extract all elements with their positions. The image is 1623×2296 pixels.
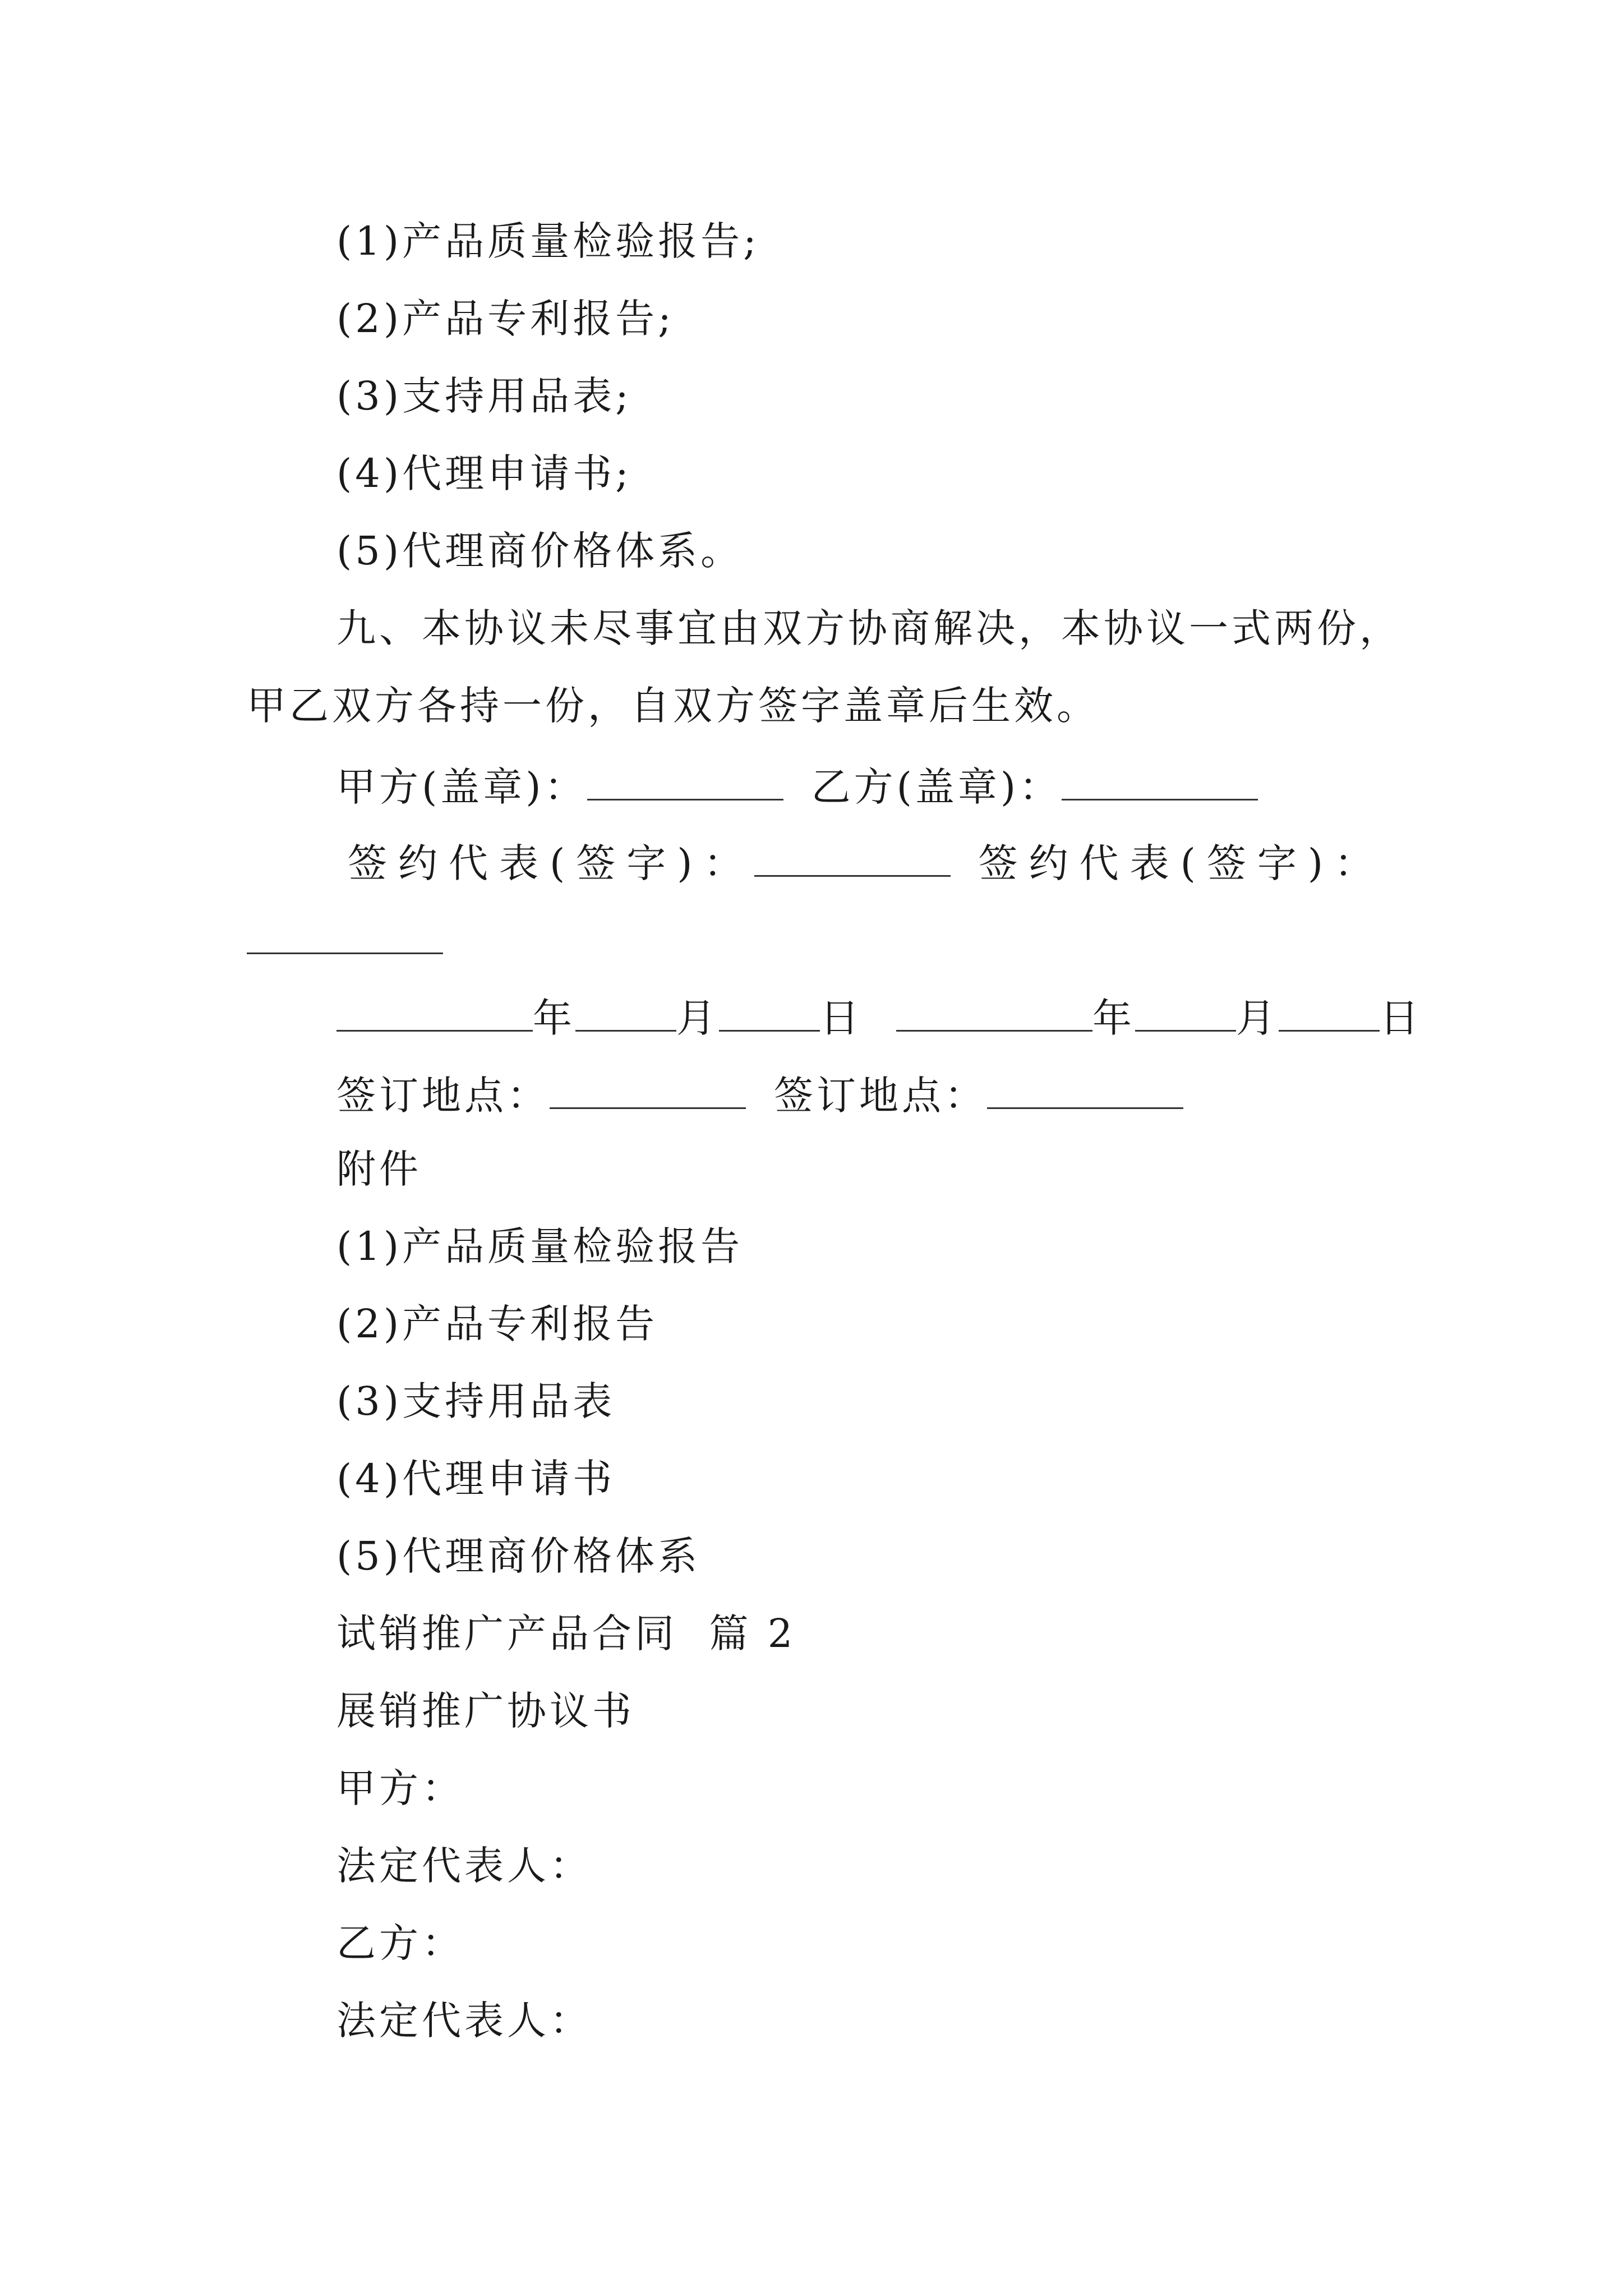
- legal-rep-a-label: 法定代表人：: [336, 1843, 592, 1889]
- attachments-heading: 附件: [336, 1146, 422, 1192]
- clause8-item-1: (1)产品质量检验报告;: [336, 218, 760, 264]
- rep-a-label: 签约代表(签字)：: [348, 840, 754, 886]
- seal-row: [336, 763, 1258, 810]
- clause8-item-3: (3)支持用品表;: [336, 373, 632, 419]
- clause8-item-5: (5)代理商价格体系。: [336, 528, 744, 574]
- date-b-year: 年: [1092, 995, 1135, 1041]
- place-row: [336, 1072, 1183, 1119]
- rep-a-blank: [754, 840, 951, 877]
- attachment-item-3: (3)支持用品表: [336, 1378, 616, 1424]
- clause8-item-4: (4)代理申请书;: [336, 450, 632, 496]
- attachment-item-5: (5)代理商价格体系: [336, 1533, 701, 1579]
- place-b-label: 签订地点：: [774, 1073, 987, 1119]
- date-b-year-blank: [896, 995, 1092, 1032]
- place-b-blank: [987, 1072, 1183, 1109]
- party-a-label: 甲方：: [336, 1765, 464, 1811]
- date-a-year-blank: [336, 995, 533, 1032]
- section2-subtitle: 展销推广协议书: [336, 1688, 635, 1734]
- party-b-seal-blank: [1062, 763, 1258, 800]
- clause8-item-2: (2)产品专利报告;: [336, 296, 675, 342]
- date-b-day: 日: [1380, 995, 1422, 1041]
- date-a-day: 日: [820, 995, 863, 1041]
- date-a-month-blank: [575, 995, 676, 1032]
- attachment-item-4: (4)代理申请书: [336, 1456, 616, 1502]
- clause9-line-2: 甲乙双方各持一份，自双方签字盖章后生效。: [247, 683, 1099, 729]
- legal-rep-b-label: 法定代表人：: [336, 1998, 592, 2044]
- place-a-blank: [550, 1072, 746, 1109]
- date-b-month: 月: [1236, 995, 1279, 1041]
- rep-b-blank-row: [247, 917, 443, 960]
- party-b-seal-label: 乙方(盖章)：: [811, 764, 1062, 810]
- date-b-day-blank: [1279, 995, 1380, 1032]
- date-a-day-blank: [719, 995, 820, 1032]
- party-a-seal-blank: [587, 763, 783, 800]
- date-a-year: 年: [533, 995, 575, 1041]
- clause9-line-1: 九、本协议未尽事宜由双方协商解决，本协议一式两份，: [336, 605, 1402, 651]
- representative-row: [348, 840, 1385, 886]
- section2-title: 试销推广产品合同 篇 2: [336, 1611, 796, 1657]
- party-a-seal-label: 甲方(盖章)：: [336, 764, 587, 810]
- date-a-month: 月: [676, 995, 719, 1041]
- rep-b-label: 签约代表(签字)：: [978, 840, 1385, 886]
- attachment-item-1: (1)产品质量检验报告: [336, 1223, 744, 1269]
- date-b-month-blank: [1135, 995, 1236, 1032]
- date-row: [336, 995, 1422, 1041]
- place-a-label: 签订地点：: [336, 1073, 550, 1119]
- rep-b-blank: [247, 917, 443, 954]
- attachment-item-2: (2)产品专利报告: [336, 1301, 658, 1347]
- party-b-label: 乙方：: [336, 1920, 464, 1966]
